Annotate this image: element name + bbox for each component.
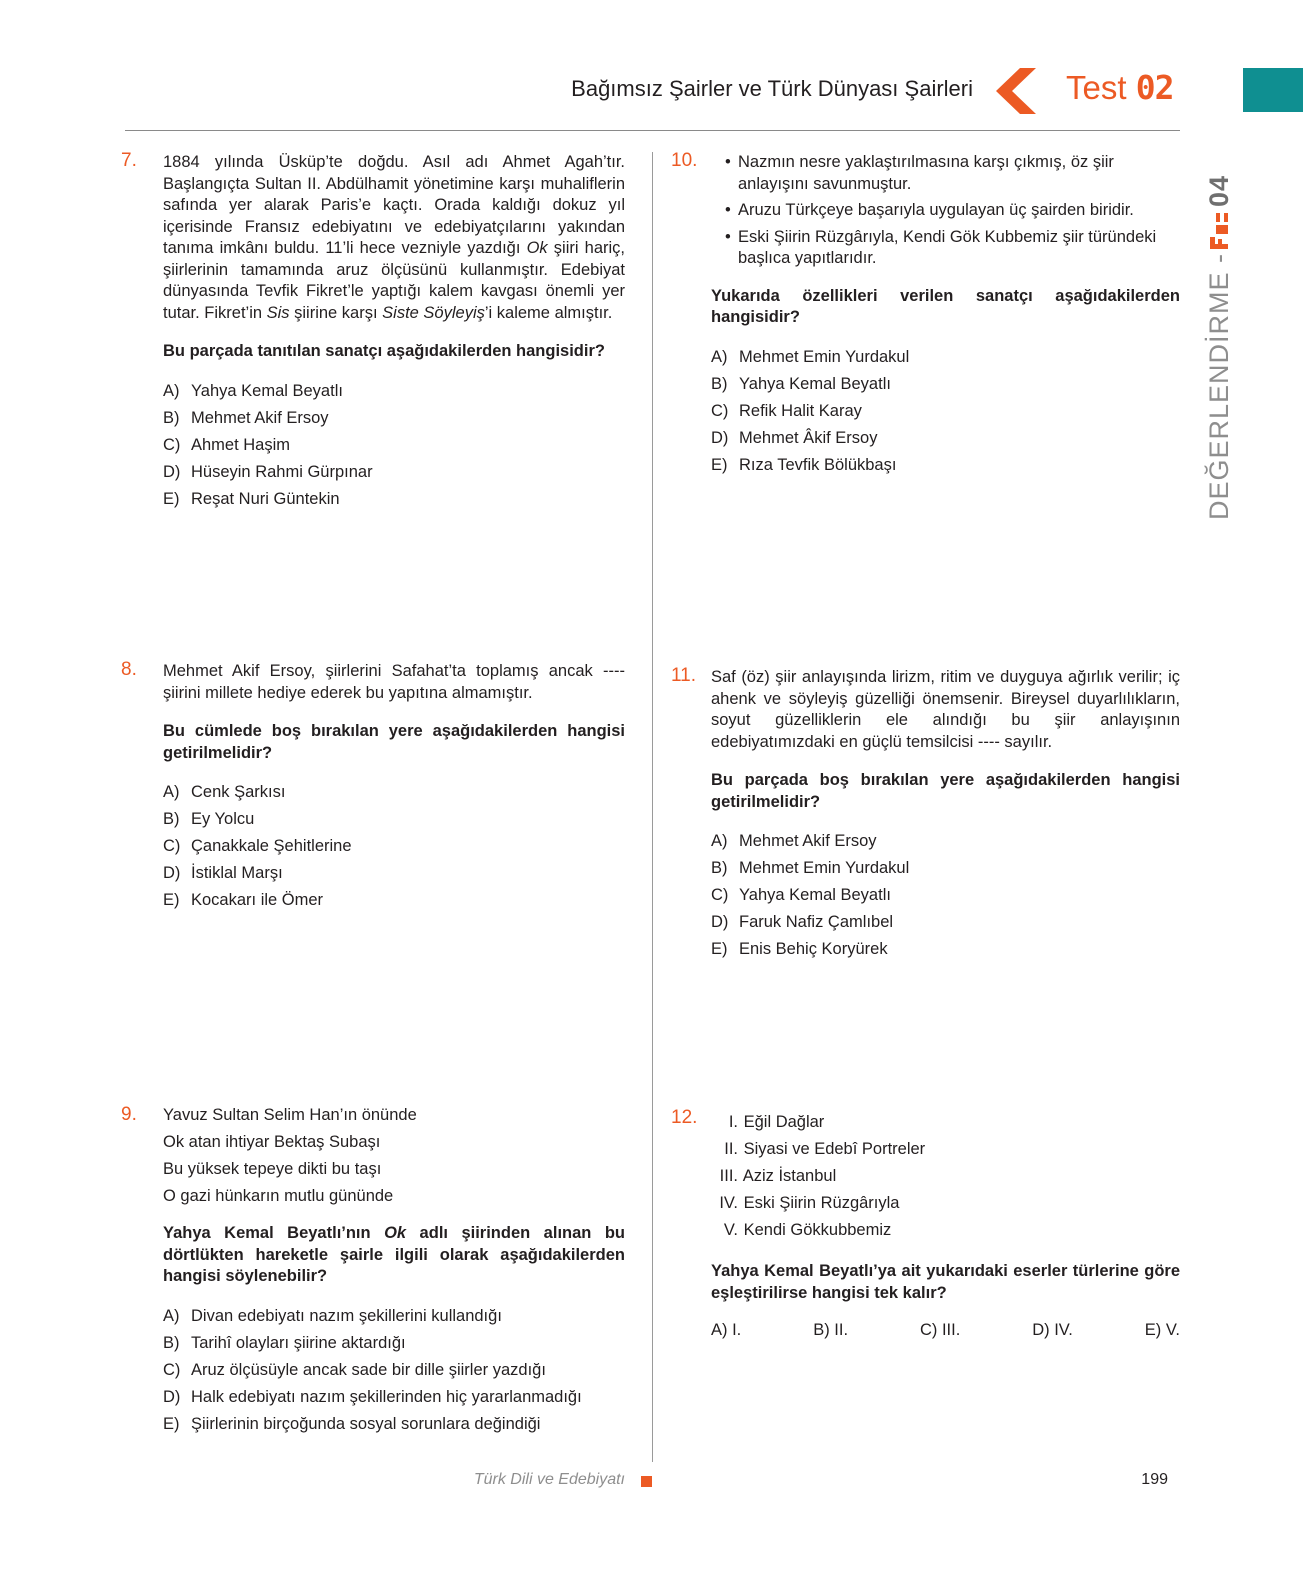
verse-line: Ok atan ihtiyar Bektaş Subaşı: [163, 1133, 381, 1151]
question-number: 8.: [121, 659, 137, 680]
list-item: IV. Eski Şiirin Rüzgârıyla: [719, 1194, 900, 1212]
answer-options: [163, 1303, 625, 1438]
question-11: [671, 665, 1180, 963]
side-label-text: DEĞERLENDİRME -: [1204, 252, 1234, 520]
test-label: [1066, 68, 1173, 107]
answer-option-c[interactable]: C) Yahya Kemal Beyatlı: [711, 886, 891, 904]
list-item: • Nazmın nesre yaklaştırılmasına karşı çıkmış, öz şiir anlayışını savunmuştur.: [725, 152, 1180, 195]
answer-option-b[interactable]: B) Yahya Kemal Beyatlı: [711, 374, 891, 393]
answer-option-e[interactable]: E) Şiirlerinin birçoğunda sosyal sorunlara değindiği: [163, 1414, 541, 1433]
answer-option-e[interactable]: E) Enis Behiç Koryürek: [711, 940, 888, 958]
answer-option-c[interactable]: C) Ahmet Haşim: [163, 435, 291, 454]
list-item: III. Aziz İstanbul: [719, 1167, 837, 1185]
question-8: [121, 659, 625, 914]
answer-option-d[interactable]: D) Mehmet Âkif Ersoy: [711, 428, 878, 447]
answer-option-c[interactable]: C) Çanakkale Şehitlerine: [163, 837, 352, 855]
answer-option-d[interactable]: D) Faruk Nafiz Çamlıbel: [711, 913, 894, 931]
question-number: 10.: [671, 150, 698, 171]
answer-option-c[interactable]: C) Refik Halit Karay: [711, 401, 862, 420]
answer-option-b[interactable]: B) Mehmet Akif Ersoy: [163, 408, 329, 427]
answer-option-a[interactable]: A) I.: [711, 1321, 742, 1339]
test-number: 02: [1135, 68, 1174, 107]
verse-line: Yavuz Sultan Selim Han’ın önünde: [163, 1106, 417, 1124]
list-item: V. Kendi Gökkubbemiz: [723, 1221, 892, 1239]
question-7: [121, 150, 625, 513]
question-stem: Yahya Kemal Beyatlı’nın Ok adlı şiirinden alınan bu dörtlükten hareketle şairle ilgili olarak aşağıdakilerden hangisi söylenebilir?: [163, 1224, 625, 1285]
fasikul-logo-icon: [1206, 213, 1232, 249]
chevron-left-icon: [996, 68, 1036, 114]
feature-list: [725, 152, 1180, 270]
question-9: [121, 1102, 625, 1438]
answer-option-a[interactable]: A) Divan edebiyatı nazım şekillerini kullandığı: [163, 1306, 502, 1325]
answer-option-a[interactable]: A) Cenk Şarkısı: [163, 783, 286, 801]
verse-line: O gazi hünkarın mutlu gününde: [163, 1187, 394, 1205]
answer-option-e[interactable]: E) V.: [1144, 1321, 1180, 1339]
answer-option-b[interactable]: B) Tarihî olayları şiirine aktardığı: [163, 1333, 406, 1352]
question-10: [671, 150, 1180, 479]
side-label: [1204, 175, 1235, 520]
list-item: I. Eğil Dağlar: [728, 1113, 825, 1131]
question-stem: Bu parçada tanıtılan sanatçı aşağıdakilerden hangisidir?: [163, 342, 605, 360]
answer-option-e[interactable]: E) Reşat Nuri Güntekin: [163, 489, 340, 508]
list-item: • Eski Şiirin Rüzgârıyla, Kendi Gök Kubbemiz şiir türündeki başlıca yapıtlarıdır.: [725, 227, 1180, 270]
work-list: [711, 1109, 1180, 1244]
list-item: II. Siyasi ve Edebî Portreler: [724, 1140, 926, 1158]
answer-option-c[interactable]: C) III.: [919, 1321, 961, 1339]
question-passage: Saf (öz) şiir anlayışında lirizm, ritim ve duyguya ağırlık verilir; iç ahenk ve söyleyiş güzelliği önemsenir. Bireysel duyarlılıkların, soyut güzelliklerin ele alındığı bu şiir anlayışının edebiyatımızdaki en güçlü temsilcisi ---- sayılır.: [711, 668, 1180, 751]
column-divider: [652, 152, 653, 1462]
answer-options: [711, 344, 1180, 479]
footer-square-icon: [641, 1476, 652, 1487]
question-number: 7.: [121, 150, 137, 171]
verse-line: Bu yüksek tepeye dikti bu taşı: [163, 1160, 382, 1178]
question-number: 12.: [671, 1107, 698, 1128]
answer-option-a[interactable]: A) Yahya Kemal Beyatlı: [163, 381, 343, 400]
answer-option-a[interactable]: A) Mehmet Emin Yurdakul: [711, 347, 910, 366]
answer-option-e[interactable]: E) Kocakarı ile Ömer: [163, 891, 324, 909]
answer-option-c[interactable]: C) Aruz ölçüsüyle ancak sade bir dille şiirler yazdığı: [163, 1360, 546, 1379]
answer-options: [163, 779, 625, 914]
question-12: [671, 1107, 1180, 1342]
test-word: Test: [1066, 69, 1127, 106]
page-header-title: Bağımsız Şairler ve Türk Dünyası Şairleri: [571, 76, 973, 101]
answer-option-b[interactable]: B) Mehmet Emin Yurdakul: [711, 859, 910, 877]
list-item: • Aruzu Türkçeye başarıyla uygulayan üç şairden biridir.: [725, 200, 1180, 222]
answer-options: [711, 828, 1180, 963]
header-divider: [125, 130, 1180, 131]
answer-option-b[interactable]: B) II.: [813, 1321, 849, 1339]
question-passage: 1884 yılında Üsküp’te doğdu. Asıl adı Ahmet Agah’tır. Başlangıçta Sultan II. Abdülhamit yönetimine karşı muhaliflerin safında yer alarak Paris’e kaçtı. Orada kaldığı dokuz yıl içerisinde Fransız edebiyatını ve edebiyatçılarını yakından tanıma imkânı buldu. 11’li hece vezniyle yazdığı Ok şiiri hariç, şiirlerinin tamamında aruz ölçüsünü kullanmıştır. Edebiyat dünyasında Tevfik Fikret’le yaptığı kalem kavgası önemli yer tutar. Fikret’in Sis şiirine karşı Siste Söyleyiş’i kaleme almıştır.: [163, 153, 625, 322]
question-number: 9.: [121, 1104, 137, 1125]
footer-subject: Türk Dili ve Edebiyatı: [473, 1471, 625, 1488]
question-stem: Yukarıda özellikleri verilen sanatçı aşağıdakilerden hangisidir?: [711, 286, 1180, 326]
answer-option-d[interactable]: D) Halk edebiyatı nazım şekillerinden hiç yararlanmadığı: [163, 1387, 582, 1406]
question-stem: Bu parçada boş bırakılan yere aşağıdakilerden hangisi getirilmelidir?: [711, 771, 1180, 811]
page-number: 199: [1141, 1471, 1168, 1488]
question-stem: Bu cümlede boş bırakılan yere aşağıdakilerden hangisi getirilmelidir?: [163, 722, 625, 762]
answer-options: [711, 1320, 1180, 1342]
question-number: 11.: [671, 665, 697, 686]
question-stem: Yahya Kemal Beyatlı’ya ait yukarıdaki eserler türlerine göre eşleştirilirse hangisi tek kalır?: [711, 1262, 1180, 1302]
answer-option-d[interactable]: D) Hüseyin Rahmi Gürpınar: [163, 462, 373, 481]
answer-option-a[interactable]: A) Mehmet Akif Ersoy: [711, 832, 877, 850]
section-tab: [1243, 68, 1303, 112]
answer-option-e[interactable]: E) Rıza Tevfik Bölükbaşı: [711, 455, 897, 474]
answer-option-b[interactable]: B) Ey Yolcu: [163, 810, 255, 828]
fasikul-number: 04: [1204, 174, 1234, 207]
answer-options: [163, 378, 625, 513]
poem-quatrain: [163, 1102, 625, 1210]
answer-option-d[interactable]: D) IV.: [1032, 1321, 1073, 1339]
answer-option-d[interactable]: D) İstiklal Marşı: [163, 864, 283, 882]
question-passage: Mehmet Akif Ersoy, şiirlerini Safahat’ta toplamış ancak ---- şiirini millete hediye ederek bu yapıtına almamıştır.: [163, 662, 625, 702]
